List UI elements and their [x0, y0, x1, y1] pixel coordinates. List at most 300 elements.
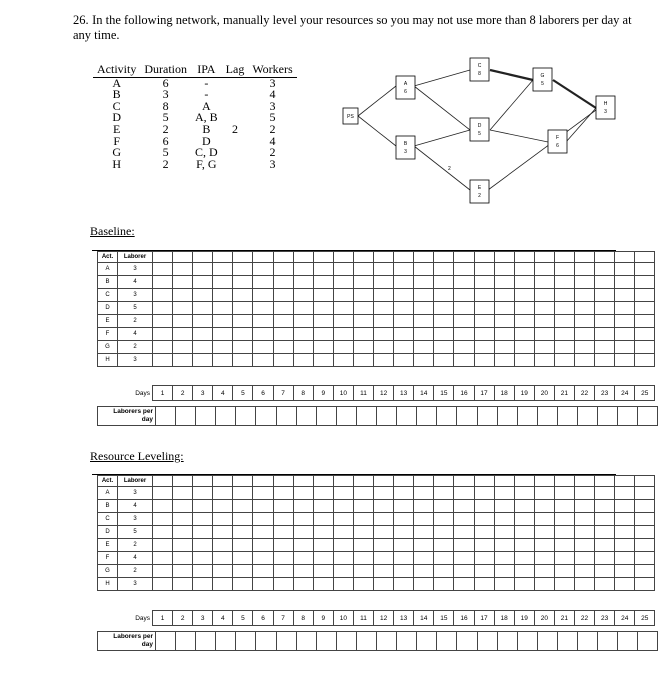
grid-cell[interactable]	[293, 565, 313, 578]
grid-cell[interactable]	[454, 341, 474, 354]
grid-cell[interactable]	[534, 276, 554, 289]
laborers-per-day-cell[interactable]	[618, 632, 638, 651]
laborers-per-day-cell[interactable]	[497, 632, 517, 651]
grid-cell[interactable]	[374, 500, 394, 513]
grid-cell[interactable]	[153, 252, 173, 263]
grid-cell[interactable]	[434, 476, 454, 487]
grid-cell[interactable]	[554, 476, 574, 487]
grid-cell[interactable]	[253, 526, 273, 539]
grid-cell[interactable]	[333, 328, 353, 341]
grid-cell[interactable]	[574, 565, 594, 578]
grid-cell[interactable]	[273, 500, 293, 513]
grid-cell[interactable]	[313, 487, 333, 500]
grid-cell[interactable]	[474, 526, 494, 539]
grid-cell[interactable]	[454, 578, 474, 591]
grid-cell[interactable]	[454, 526, 474, 539]
grid-cell[interactable]	[353, 513, 373, 526]
laborers-per-day-cell[interactable]	[236, 407, 256, 426]
grid-cell[interactable]	[233, 328, 253, 341]
grid-cell[interactable]	[153, 539, 173, 552]
grid-cell[interactable]	[514, 315, 534, 328]
laborers-per-day-cell[interactable]	[196, 407, 216, 426]
grid-cell[interactable]	[233, 276, 253, 289]
grid-cell[interactable]	[313, 539, 333, 552]
grid-cell[interactable]	[514, 328, 534, 341]
laborers-per-day-cell[interactable]	[497, 407, 517, 426]
grid-cell[interactable]	[514, 354, 534, 367]
grid-cell[interactable]	[213, 341, 233, 354]
grid-cell[interactable]	[394, 263, 414, 276]
grid-cell[interactable]	[333, 539, 353, 552]
grid-cell[interactable]	[213, 487, 233, 500]
grid-cell[interactable]	[494, 578, 514, 591]
grid-cell[interactable]	[313, 476, 333, 487]
grid-cell[interactable]	[615, 500, 635, 513]
laborers-per-day-cell[interactable]	[296, 407, 316, 426]
grid-cell[interactable]	[333, 476, 353, 487]
laborers-per-day-cell[interactable]	[417, 407, 437, 426]
grid-cell[interactable]	[574, 539, 594, 552]
grid-cell[interactable]	[173, 315, 193, 328]
grid-cell[interactable]	[534, 500, 554, 513]
grid-cell[interactable]	[374, 487, 394, 500]
grid-cell[interactable]	[333, 552, 353, 565]
grid-cell[interactable]	[434, 263, 454, 276]
grid-cell[interactable]	[173, 302, 193, 315]
grid-cell[interactable]	[374, 513, 394, 526]
laborers-per-day-cell[interactable]	[276, 407, 296, 426]
grid-cell[interactable]	[474, 500, 494, 513]
grid-cell[interactable]	[514, 263, 534, 276]
grid-cell[interactable]	[253, 289, 273, 302]
grid-cell[interactable]	[534, 289, 554, 302]
grid-cell[interactable]	[554, 252, 574, 263]
grid-cell[interactable]	[153, 263, 173, 276]
grid-cell[interactable]	[394, 565, 414, 578]
grid-cell[interactable]	[514, 341, 534, 354]
grid-cell[interactable]	[153, 315, 173, 328]
grid-cell[interactable]	[554, 487, 574, 500]
grid-cell[interactable]	[534, 565, 554, 578]
grid-cell[interactable]	[153, 513, 173, 526]
grid-cell[interactable]	[494, 252, 514, 263]
grid-cell[interactable]	[474, 476, 494, 487]
grid-cell[interactable]	[213, 500, 233, 513]
grid-cell[interactable]	[253, 565, 273, 578]
grid-cell[interactable]	[574, 354, 594, 367]
grid-cell[interactable]	[193, 252, 213, 263]
grid-cell[interactable]	[494, 487, 514, 500]
grid-cell[interactable]	[494, 476, 514, 487]
grid-cell[interactable]	[595, 328, 615, 341]
grid-cell[interactable]	[273, 552, 293, 565]
grid-cell[interactable]	[313, 276, 333, 289]
laborers-per-day-cell[interactable]	[156, 632, 176, 651]
grid-cell[interactable]	[574, 315, 594, 328]
grid-cell[interactable]	[534, 487, 554, 500]
grid-cell[interactable]	[454, 315, 474, 328]
grid-cell[interactable]	[353, 276, 373, 289]
grid-cell[interactable]	[333, 500, 353, 513]
laborers-per-day-cell[interactable]	[256, 407, 276, 426]
grid-cell[interactable]	[333, 341, 353, 354]
grid-cell[interactable]	[374, 526, 394, 539]
grid-cell[interactable]	[514, 513, 534, 526]
laborers-per-day-cell[interactable]	[276, 632, 296, 651]
grid-cell[interactable]	[213, 565, 233, 578]
grid-cell[interactable]	[253, 263, 273, 276]
grid-cell[interactable]	[253, 276, 273, 289]
grid-cell[interactable]	[394, 354, 414, 367]
grid-cell[interactable]	[273, 328, 293, 341]
grid-cell[interactable]	[333, 289, 353, 302]
grid-cell[interactable]	[494, 289, 514, 302]
laborers-per-day-cell[interactable]	[356, 632, 376, 651]
grid-cell[interactable]	[153, 341, 173, 354]
grid-cell[interactable]	[474, 565, 494, 578]
grid-cell[interactable]	[193, 552, 213, 565]
laborers-per-day-cell[interactable]	[176, 632, 196, 651]
grid-cell[interactable]	[615, 487, 635, 500]
grid-cell[interactable]	[193, 328, 213, 341]
laborers-per-day-cell[interactable]	[176, 407, 196, 426]
grid-cell[interactable]	[434, 252, 454, 263]
grid-cell[interactable]	[173, 487, 193, 500]
grid-cell[interactable]	[233, 500, 253, 513]
grid-cell[interactable]	[615, 552, 635, 565]
grid-cell[interactable]	[173, 341, 193, 354]
grid-cell[interactable]	[173, 539, 193, 552]
grid-cell[interactable]	[333, 263, 353, 276]
laborers-per-day-cell[interactable]	[638, 407, 658, 426]
grid-cell[interactable]	[514, 500, 534, 513]
grid-cell[interactable]	[595, 539, 615, 552]
grid-cell[interactable]	[293, 302, 313, 315]
grid-cell[interactable]	[333, 302, 353, 315]
grid-cell[interactable]	[615, 276, 635, 289]
grid-cell[interactable]	[233, 476, 253, 487]
grid-cell[interactable]	[615, 526, 635, 539]
grid-cell[interactable]	[554, 263, 574, 276]
grid-cell[interactable]	[474, 328, 494, 341]
grid-cell[interactable]	[615, 289, 635, 302]
grid-cell[interactable]	[374, 354, 394, 367]
grid-cell[interactable]	[574, 302, 594, 315]
grid-cell[interactable]	[615, 565, 635, 578]
grid-cell[interactable]	[554, 276, 574, 289]
grid-cell[interactable]	[534, 341, 554, 354]
grid-cell[interactable]	[353, 354, 373, 367]
grid-cell[interactable]	[273, 487, 293, 500]
grid-cell[interactable]	[394, 487, 414, 500]
grid-cell[interactable]	[474, 252, 494, 263]
grid-cell[interactable]	[173, 354, 193, 367]
grid-cell[interactable]	[554, 578, 574, 591]
grid-cell[interactable]	[213, 578, 233, 591]
grid-cell[interactable]	[313, 513, 333, 526]
grid-cell[interactable]	[353, 526, 373, 539]
grid-cell[interactable]	[615, 354, 635, 367]
grid-cell[interactable]	[635, 354, 655, 367]
grid-cell[interactable]	[213, 328, 233, 341]
grid-cell[interactable]	[213, 552, 233, 565]
grid-cell[interactable]	[193, 289, 213, 302]
grid-cell[interactable]	[454, 354, 474, 367]
grid-cell[interactable]	[635, 328, 655, 341]
grid-cell[interactable]	[574, 513, 594, 526]
grid-cell[interactable]	[313, 315, 333, 328]
grid-cell[interactable]	[574, 476, 594, 487]
grid-cell[interactable]	[253, 252, 273, 263]
grid-cell[interactable]	[534, 513, 554, 526]
grid-cell[interactable]	[293, 487, 313, 500]
grid-cell[interactable]	[454, 565, 474, 578]
laborers-per-day-cell[interactable]	[316, 632, 336, 651]
grid-cell[interactable]	[173, 526, 193, 539]
grid-cell[interactable]	[374, 565, 394, 578]
laborers-per-day-cell[interactable]	[477, 407, 497, 426]
grid-cell[interactable]	[153, 578, 173, 591]
grid-cell[interactable]	[273, 513, 293, 526]
grid-cell[interactable]	[595, 476, 615, 487]
grid-cell[interactable]	[253, 513, 273, 526]
grid-cell[interactable]	[595, 276, 615, 289]
grid-cell[interactable]	[153, 276, 173, 289]
grid-cell[interactable]	[434, 565, 454, 578]
laborers-per-day-cell[interactable]	[216, 632, 236, 651]
grid-cell[interactable]	[193, 513, 213, 526]
grid-cell[interactable]	[153, 565, 173, 578]
grid-cell[interactable]	[434, 354, 454, 367]
grid-cell[interactable]	[374, 476, 394, 487]
grid-cell[interactable]	[394, 513, 414, 526]
grid-cell[interactable]	[595, 341, 615, 354]
grid-cell[interactable]	[635, 565, 655, 578]
grid-cell[interactable]	[273, 526, 293, 539]
grid-cell[interactable]	[253, 328, 273, 341]
laborers-per-day-cell[interactable]	[397, 407, 417, 426]
grid-cell[interactable]	[233, 252, 253, 263]
grid-cell[interactable]	[414, 565, 434, 578]
grid-cell[interactable]	[595, 302, 615, 315]
laborers-per-day-cell[interactable]	[356, 407, 376, 426]
grid-cell[interactable]	[394, 526, 414, 539]
grid-cell[interactable]	[273, 578, 293, 591]
grid-cell[interactable]	[293, 289, 313, 302]
grid-cell[interactable]	[213, 276, 233, 289]
grid-cell[interactable]	[233, 578, 253, 591]
grid-cell[interactable]	[353, 487, 373, 500]
grid-cell[interactable]	[173, 552, 193, 565]
grid-cell[interactable]	[635, 500, 655, 513]
grid-cell[interactable]	[514, 565, 534, 578]
grid-cell[interactable]	[153, 487, 173, 500]
grid-cell[interactable]	[635, 252, 655, 263]
grid-cell[interactable]	[414, 328, 434, 341]
grid-cell[interactable]	[374, 276, 394, 289]
grid-cell[interactable]	[434, 302, 454, 315]
grid-cell[interactable]	[273, 263, 293, 276]
grid-cell[interactable]	[253, 500, 273, 513]
grid-cell[interactable]	[353, 341, 373, 354]
grid-cell[interactable]	[153, 500, 173, 513]
grid-cell[interactable]	[615, 252, 635, 263]
laborers-per-day-cell[interactable]	[517, 407, 537, 426]
grid-cell[interactable]	[374, 341, 394, 354]
grid-cell[interactable]	[273, 354, 293, 367]
grid-cell[interactable]	[193, 526, 213, 539]
grid-cell[interactable]	[494, 315, 514, 328]
laborers-per-day-cell[interactable]	[397, 632, 417, 651]
grid-cell[interactable]	[213, 252, 233, 263]
grid-cell[interactable]	[213, 289, 233, 302]
grid-cell[interactable]	[635, 315, 655, 328]
grid-cell[interactable]	[293, 513, 313, 526]
grid-cell[interactable]	[534, 476, 554, 487]
grid-cell[interactable]	[534, 526, 554, 539]
grid-cell[interactable]	[273, 289, 293, 302]
grid-cell[interactable]	[173, 252, 193, 263]
laborers-per-day-cell[interactable]	[557, 632, 577, 651]
grid-cell[interactable]	[554, 526, 574, 539]
grid-cell[interactable]	[153, 552, 173, 565]
grid-cell[interactable]	[595, 578, 615, 591]
grid-cell[interactable]	[153, 302, 173, 315]
grid-cell[interactable]	[333, 578, 353, 591]
grid-cell[interactable]	[454, 513, 474, 526]
laborers-per-day-cell[interactable]	[316, 407, 336, 426]
laborers-per-day-cell[interactable]	[256, 632, 276, 651]
grid-cell[interactable]	[213, 315, 233, 328]
grid-cell[interactable]	[474, 263, 494, 276]
grid-cell[interactable]	[293, 328, 313, 341]
grid-cell[interactable]	[193, 341, 213, 354]
grid-cell[interactable]	[434, 289, 454, 302]
grid-cell[interactable]	[414, 500, 434, 513]
grid-cell[interactable]	[193, 565, 213, 578]
grid-cell[interactable]	[595, 263, 615, 276]
grid-cell[interactable]	[454, 539, 474, 552]
grid-cell[interactable]	[574, 552, 594, 565]
grid-cell[interactable]	[454, 487, 474, 500]
grid-cell[interactable]	[554, 513, 574, 526]
grid-cell[interactable]	[454, 289, 474, 302]
grid-cell[interactable]	[313, 552, 333, 565]
grid-cell[interactable]	[253, 341, 273, 354]
grid-cell[interactable]	[374, 302, 394, 315]
grid-cell[interactable]	[193, 476, 213, 487]
grid-cell[interactable]	[474, 552, 494, 565]
grid-cell[interactable]	[434, 341, 454, 354]
grid-cell[interactable]	[595, 354, 615, 367]
grid-cell[interactable]	[454, 552, 474, 565]
grid-cell[interactable]	[353, 263, 373, 276]
grid-cell[interactable]	[514, 276, 534, 289]
grid-cell[interactable]	[615, 315, 635, 328]
grid-cell[interactable]	[394, 302, 414, 315]
grid-cell[interactable]	[353, 315, 373, 328]
grid-cell[interactable]	[374, 289, 394, 302]
grid-cell[interactable]	[595, 315, 615, 328]
grid-cell[interactable]	[635, 289, 655, 302]
grid-cell[interactable]	[534, 539, 554, 552]
grid-cell[interactable]	[333, 487, 353, 500]
grid-cell[interactable]	[534, 328, 554, 341]
grid-cell[interactable]	[273, 341, 293, 354]
grid-cell[interactable]	[313, 354, 333, 367]
laborers-per-day-cell[interactable]	[618, 407, 638, 426]
grid-cell[interactable]	[454, 252, 474, 263]
grid-cell[interactable]	[554, 328, 574, 341]
grid-cell[interactable]	[635, 263, 655, 276]
grid-cell[interactable]	[233, 513, 253, 526]
grid-cell[interactable]	[213, 513, 233, 526]
grid-cell[interactable]	[293, 476, 313, 487]
grid-cell[interactable]	[635, 476, 655, 487]
grid-cell[interactable]	[454, 328, 474, 341]
grid-cell[interactable]	[193, 276, 213, 289]
grid-cell[interactable]	[153, 476, 173, 487]
grid-cell[interactable]	[353, 552, 373, 565]
grid-cell[interactable]	[313, 500, 333, 513]
grid-cell[interactable]	[394, 578, 414, 591]
laborers-per-day-cell[interactable]	[598, 632, 618, 651]
grid-cell[interactable]	[554, 315, 574, 328]
laborers-per-day-cell[interactable]	[417, 632, 437, 651]
grid-cell[interactable]	[313, 289, 333, 302]
grid-cell[interactable]	[514, 539, 534, 552]
laborers-per-day-cell[interactable]	[437, 632, 457, 651]
grid-cell[interactable]	[273, 315, 293, 328]
grid-cell[interactable]	[414, 513, 434, 526]
grid-cell[interactable]	[514, 552, 534, 565]
laborers-per-day-cell[interactable]	[537, 407, 557, 426]
grid-cell[interactable]	[193, 487, 213, 500]
grid-cell[interactable]	[293, 341, 313, 354]
grid-cell[interactable]	[434, 328, 454, 341]
grid-cell[interactable]	[313, 526, 333, 539]
grid-cell[interactable]	[414, 302, 434, 315]
laborers-per-day-cell[interactable]	[156, 407, 176, 426]
grid-cell[interactable]	[353, 578, 373, 591]
grid-cell[interactable]	[333, 526, 353, 539]
grid-cell[interactable]	[494, 565, 514, 578]
grid-cell[interactable]	[353, 328, 373, 341]
grid-cell[interactable]	[213, 263, 233, 276]
grid-cell[interactable]	[353, 476, 373, 487]
laborers-per-day-cell[interactable]	[537, 632, 557, 651]
grid-cell[interactable]	[595, 289, 615, 302]
grid-cell[interactable]	[574, 526, 594, 539]
grid-cell[interactable]	[233, 565, 253, 578]
grid-cell[interactable]	[173, 565, 193, 578]
grid-cell[interactable]	[394, 552, 414, 565]
grid-cell[interactable]	[414, 315, 434, 328]
grid-cell[interactable]	[474, 578, 494, 591]
grid-cell[interactable]	[173, 500, 193, 513]
grid-cell[interactable]	[474, 354, 494, 367]
grid-cell[interactable]	[554, 500, 574, 513]
grid-cell[interactable]	[353, 302, 373, 315]
grid-cell[interactable]	[554, 354, 574, 367]
grid-cell[interactable]	[494, 263, 514, 276]
grid-cell[interactable]	[635, 487, 655, 500]
grid-cell[interactable]	[293, 526, 313, 539]
laborers-per-day-cell[interactable]	[437, 407, 457, 426]
grid-cell[interactable]	[173, 578, 193, 591]
grid-cell[interactable]	[474, 513, 494, 526]
grid-cell[interactable]	[233, 487, 253, 500]
